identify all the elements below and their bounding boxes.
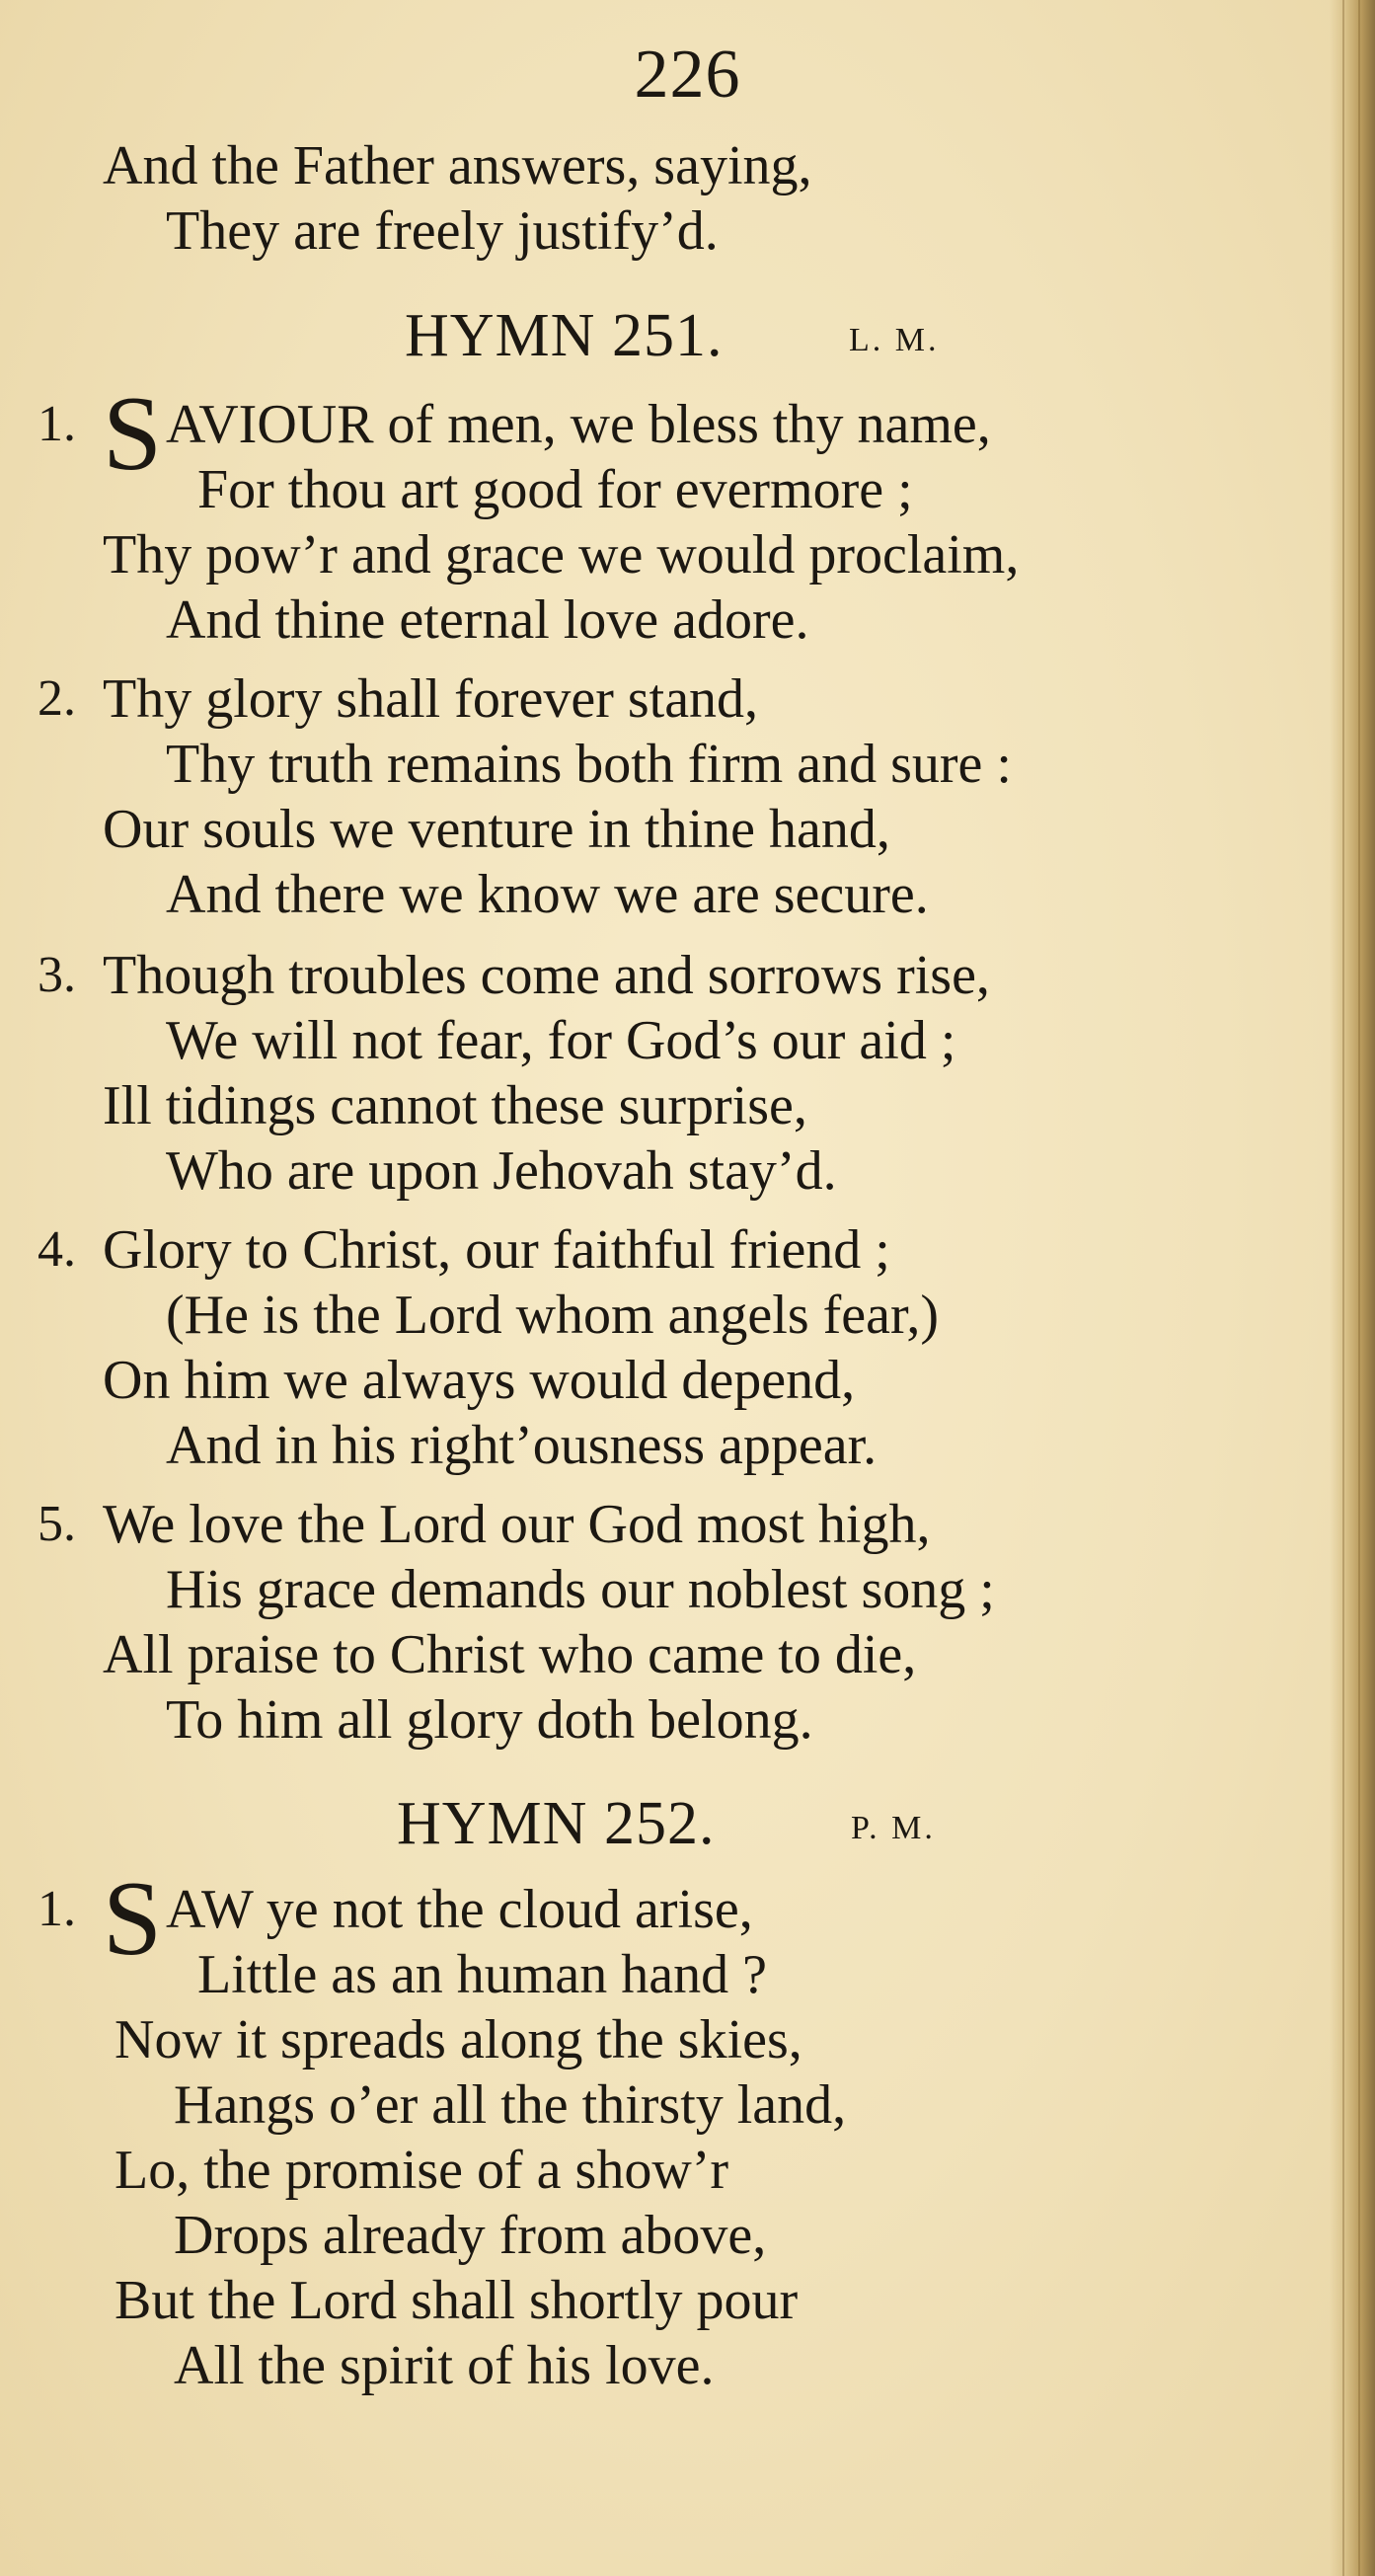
stanza-number: 3. — [38, 947, 76, 1003]
verse-line: Our souls we venture in thine hand, — [103, 799, 890, 860]
verse-line: Little as an human hand ? — [197, 1944, 767, 2005]
verse-line: Drops already from above, — [174, 2205, 767, 2266]
verse-line: But the Lord shall shortly pour — [115, 2270, 799, 2331]
page-edge-line — [1342, 0, 1344, 2576]
verse-line: Now it spreads along the skies, — [115, 2009, 802, 2070]
hymn-title: HYMN 251. — [405, 302, 724, 369]
verse-line: (He is the Lord whom angels fear,) — [166, 1285, 940, 1346]
verse-line: All the spirit of his love. — [174, 2335, 715, 2396]
drop-cap: S — [103, 375, 163, 493]
verse-line: Glory to Christ, our faithful friend ; — [103, 1219, 890, 1281]
verse-line: We will not fear, for God’s our aid ; — [166, 1010, 956, 1071]
verse-line: Thy glory shall forever stand, — [103, 668, 759, 730]
verse-line: And there we know we are secure. — [166, 864, 929, 925]
verse-line: And the Father answers, saying, — [103, 135, 812, 196]
verse-line: To him all glory doth belong. — [166, 1689, 813, 1751]
stanza-number: 1. — [38, 396, 76, 452]
hymn-meter: P. M. — [851, 1810, 936, 1846]
stanza-number: 5. — [38, 1496, 76, 1552]
page-edge — [1330, 0, 1375, 2576]
page-number: 226 — [634, 37, 741, 113]
verse-line: AVIOUR of men, we bless thy name, — [166, 394, 991, 455]
verse-line: Thy pow’r and grace we would proclaim, — [103, 524, 1020, 585]
hymn-title: HYMN 252. — [397, 1790, 716, 1857]
verse-line: All praise to Christ who came to die, — [103, 1624, 917, 1685]
stanza-number: 1. — [38, 1881, 76, 1937]
stanza-number: 4. — [38, 1221, 76, 1278]
verse-line: Hangs o’er all the thirsty land, — [174, 2074, 847, 2136]
verse-line: And thine eternal love adore. — [166, 589, 809, 651]
verse-line: And in his right’ousness appear. — [166, 1415, 878, 1476]
verse-line: We love the Lord our God most high, — [103, 1494, 931, 1555]
verse-line: His grace demands our noblest song ; — [166, 1559, 995, 1620]
verse-line: AW ye not the cloud arise, — [166, 1879, 753, 1940]
page-edge-line — [1358, 0, 1360, 2576]
verse-line: On him we always would depend, — [103, 1350, 856, 1411]
verse-line: For thou art good for evermore ; — [197, 459, 913, 520]
verse-line: Lo, the promise of a show’r — [115, 2140, 729, 2201]
verse-line: Though troubles come and sorrows rise, — [103, 945, 990, 1006]
stanza-number: 2. — [38, 670, 76, 727]
hymn-meter: L. M. — [849, 322, 940, 358]
verse-line: Who are upon Jehovah stay’d. — [166, 1140, 837, 1202]
verse-line: They are freely justify’d. — [166, 200, 719, 262]
verse-line: Thy truth remains both firm and sure : — [166, 734, 1012, 795]
drop-cap: S — [103, 1860, 163, 1978]
verse-line: Ill tidings cannot these surprise, — [103, 1075, 807, 1136]
